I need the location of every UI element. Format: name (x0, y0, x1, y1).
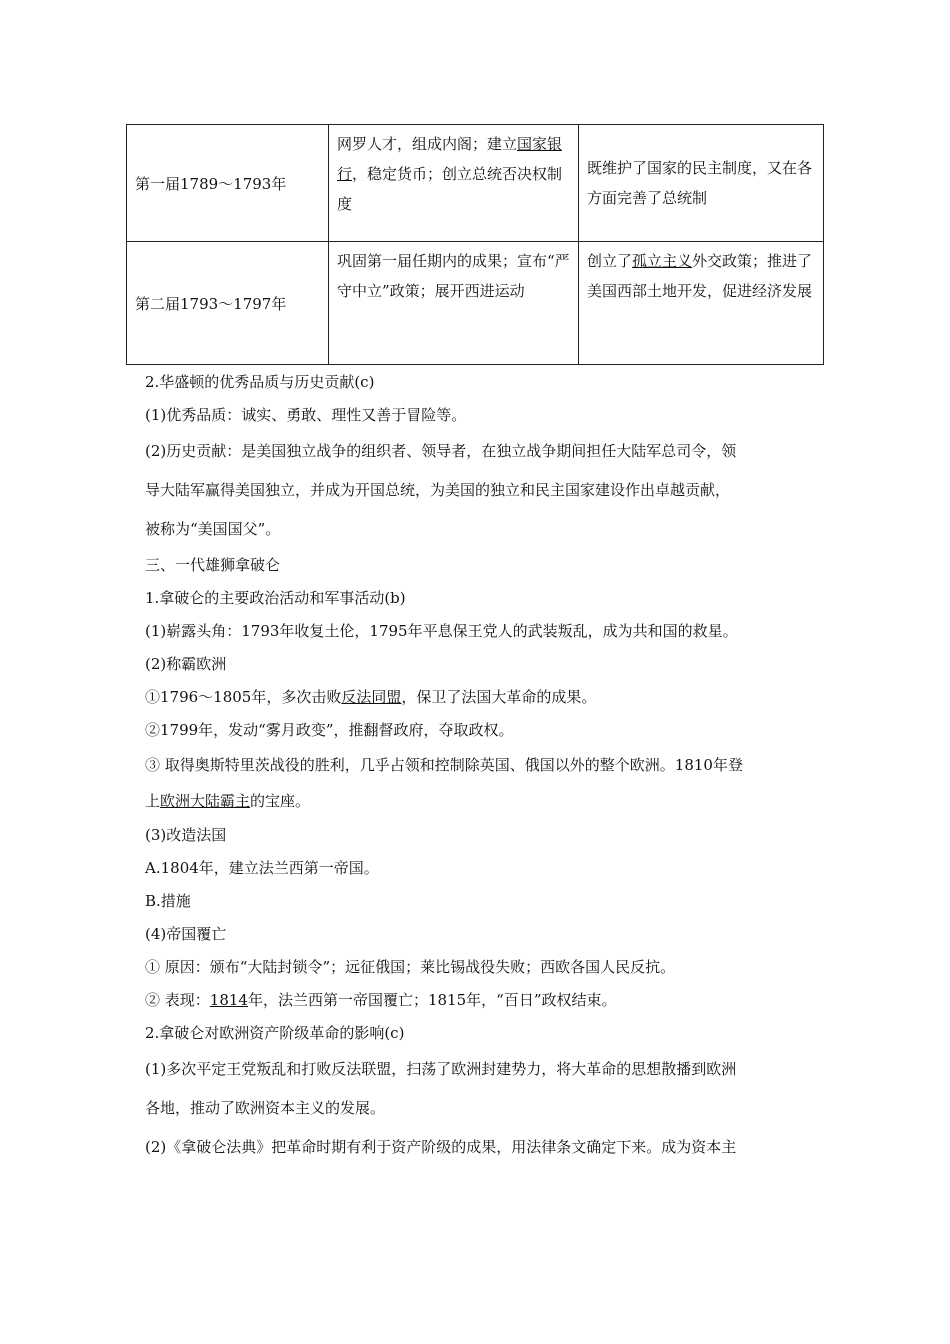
paragraph-line: 被称为“美国国父”。 (145, 520, 281, 538)
underlined-term: 孤立主义 (632, 252, 693, 270)
paragraph-line: ②1799年，发动“雾月政变”，推翻督政府，夺取政权。 (145, 721, 514, 739)
paragraph-line: (1)多次平定王党叛乱和打败反法联盟，扫荡了欧洲封建势力，将大革命的思想散播到欧洲 (145, 1060, 737, 1078)
paragraph-line: ② 表现：1814年，法兰西第一帝国覆亡；1815年，“百日”政权结束。 (145, 991, 617, 1009)
underlined-term: 欧洲大陆霸主 (160, 792, 251, 810)
paragraph-line: (1)崭露头角：1793年收复土伦，1795年平息保王党人的武装叛乱，成为共和国的救星。 (145, 622, 738, 640)
measures-cell: 网罗人才，组成内阁；建立国家银行，稳定货币；创立总统否决权制度 (329, 125, 579, 242)
paragraph-line: 各地，推动了欧洲资本主义的发展。 (145, 1099, 386, 1117)
paragraph-line: (2)历史贡献：是美国独立战争的组织者、领导者，在独立战争期间担任大陆军总司令，领 (145, 442, 737, 460)
underlined-term: 1814 (209, 991, 248, 1009)
paragraph-line: 导大陆军赢得美国独立，并成为开国总统，为美国的独立和民主国家建设作出卓越贡献， (145, 481, 731, 499)
paragraph-line: B.措施 (145, 892, 191, 910)
subsection-heading: 2.华盛顿的优秀品质与历史贡献(c) (145, 373, 375, 391)
underlined-term: 国家银行 (337, 135, 563, 183)
evaluation-cell: 既维护了国家的民主制度，又在各方面完善了总统制 (579, 125, 824, 242)
table-row (127, 125, 824, 242)
paragraph-line: ① 原因：颁布“大陆封锁令”；远征俄国；莱比锡战役失败；西欧各国人民反抗。 (145, 958, 676, 976)
body-text (145, 366, 825, 1167)
subsection-heading: 2.拿破仑对欧洲资产阶级革命的影响(c) (145, 1024, 405, 1042)
term-cell: 第一届1789～1793年 (127, 125, 329, 242)
paragraph-line: ①1796～1805年，多次击败反法同盟，保卫了法国大革命的成果。 (145, 688, 597, 706)
paragraph-line: A.1804年，建立法兰西第一帝国。 (145, 859, 379, 877)
term-cell: 第二届1793～1797年 (127, 242, 329, 365)
paragraph-line: 上欧洲大陆霸主的宝座。 (145, 792, 311, 810)
underlined-term: 反法同盟 (341, 688, 402, 706)
paragraph-line: (4)帝国覆亡 (145, 925, 227, 943)
subsection-heading: 1.拿破仑的主要政治活动和军事活动(b) (145, 589, 406, 607)
section-heading: 三、一代雄狮拿破仑 (145, 556, 281, 574)
measures-cell: 巩固第一届任期内的成果；宣布“严守中立”政策；展开西进运动 (329, 242, 579, 365)
evaluation-cell: 创立了孤立主义外交政策；推进了美国西部土地开发，促进经济发展 (579, 242, 824, 365)
washington-terms-table (126, 124, 824, 365)
paragraph-line: (1)优秀品质：诚实、勇敢、理性又善于冒险等。 (145, 406, 467, 424)
paragraph-line: (2)《拿破仑法典》把革命时期有利于资产阶级的成果，用法律条文确定下来。成为资本主 (145, 1138, 737, 1156)
paragraph-line: ③ 取得奥斯特里茨战役的胜利，几乎占领和控制除英国、俄国以外的整个欧洲。1810年登 (145, 756, 743, 774)
table-row (127, 242, 824, 365)
paragraph-line: (3)改造法国 (145, 826, 227, 844)
paragraph-line: (2)称霸欧洲 (145, 655, 227, 673)
